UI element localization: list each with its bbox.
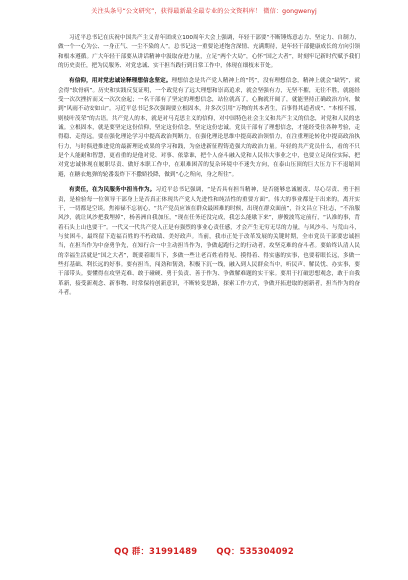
paragraph-2-text: 理想信念是共产党人精神上的“钙”，没有理想信念，精神上就会“缺钙”，就会得“软骨病”。历史和实践反复证明，一个政党有了远大理想和崇高追求，就会坚强有力，无坚不摧，无往不胜，就能经受一次次挫折而又一次次奋起；一名干部有了坚定的理想信念，站位就高了，心胸就开阔了，就能坚持正确政治方向，做到“风雨不动安如山”。习近平总书记多次强调要立根固本，并多次引用“万物的其本者生，百事得其道者成”、“本根不摇，则枝叶茂荣”的古语。共产党人的本，就是对马克思主义的信仰，对中国特色社会主义和共产主义的信念，对党和人民的忠诚。立根固本，就是要坚定这份信仰，坚定这份信念，坚定这份忠诚。党员干部有了理想信念，才能经受住各种考验，走得稳、走得远。要在强化理论学习中提高政治判断力，在强化理论思维中提高政治领悟力，在注重理论转化中提高政治执行力，与时俱进推进党的最新理论成果的学习和践，为奋进新征程铸造强大的政治力量。年轻的共产党员什么，看的不只是个人能耐和智慧，更看重的是他对党、对事、依靠谁，把个人奋斗融入党和人民伟大事业之中，也要立足岗位实际，把对党忠诚体现在履职尽责、做好本职工作中，在艰难困苦的复杂环境中不迷失方向，在泰山压顶的巨大压力下不退缩回避，在糖衣炮弹的轮番轰炸下不撒娇投降，做到“心之所向，身之所往”。 (58, 78, 360, 178)
paragraph-3 (58, 186, 360, 298)
paragraph-2 (58, 77, 360, 180)
paragraph-3-text: 习近平总书记强调，“是否具有担当精神，是否能够忠诚履责、尽心尽责、勇于担责，是检验每一位领导干部身上是否真正体现共产党人先进性和纯洁性的重要方面”。伟大的事业都是干出来的，离开实干，一切都是空谈。焦裕禄不忘初心，“共产党员应该在群众最困难的时候，出现在群众面前”，谷文昌立下壮志，“不治服风沙，就让风沙把我埋掉”，杨善洲自我加压，“现在任务还没完成，我怎么能歇下来”，廖俊波笃定前行，“认准的事，背着石头上山也要干”。一代又一代共产党人正是有强烈的事业心责任感，才会产生无穷无尽的力量，与风沙斗、与荒山斗，与贫困斗，最终留下造福百姓的不朽政绩、美好政声。当前，我市正处于改革发展的关键时期，全市党员干部要忠诚担当，在担当作为中奋勇争先，在知行合一中主动担当作为，争做起跑行之的行动者，攻坚克难的奋斗者。要始终认清人民的幸福生活就是“国之大者”，既要着眼当下，多做一些让老百姓看得见、摸得着、得实惠的实事，也要着眼长远，多做一些打基础、利长远的好事。要有担当，闯劲和韧劲，积极下沉一线，融入到人民群众当中，听民声、解民忧、办实事，要干部带头。要懂得在攻坚克难、敢于碰硬、勇于负责、善于作为、争做解难题的实干家。要用于打破思想观念，敢于自我革新，接受新观念、新事物、时常保持创新意识，不断转变思路，探索工作方式，争做开拓进取的创新者，担当作为的奋斗者。 (58, 187, 360, 296)
paragraph-2-lead: 有信仰，用对党忠诚诠释理想信念坚定。 (69, 78, 172, 85)
paragraph-1-text: 习近平总书记在庆祝中国共产主义青年团成立100周年大会上强调，年轻干部要“不断锤炼意志力、坚定力、自制力，做一个一心为公、一身正气、一尘不染的人”。总书记这一重要论述饱含深情、充满期待，是年轻干部健康成长的方向引领和根本遵循。广大年轻干部要从讲话精神中汲取奋进力量，立足“两个大局”，心怀“国之大者”，时刻牢记新时代赋予我们的历史责任，把为民服务、对党忠诚、实干担当践行到日常工作中，体现在细枝末节处。 (58, 35, 360, 70)
paragraph-3-lead: 有责任，在为民服务中担当作为。 (69, 187, 156, 194)
footer-qq-group: QQ 群：31991489 (114, 546, 198, 556)
footer-qq: QQ：535304092 (216, 546, 294, 556)
document-body (58, 34, 360, 304)
paragraph-1 (58, 34, 360, 71)
footer-contact (0, 545, 408, 557)
header-banner: 关注头条号“公文研究”，获得最新最全最专业的公文资料库！ 微信：gongwenyj (91, 8, 317, 15)
